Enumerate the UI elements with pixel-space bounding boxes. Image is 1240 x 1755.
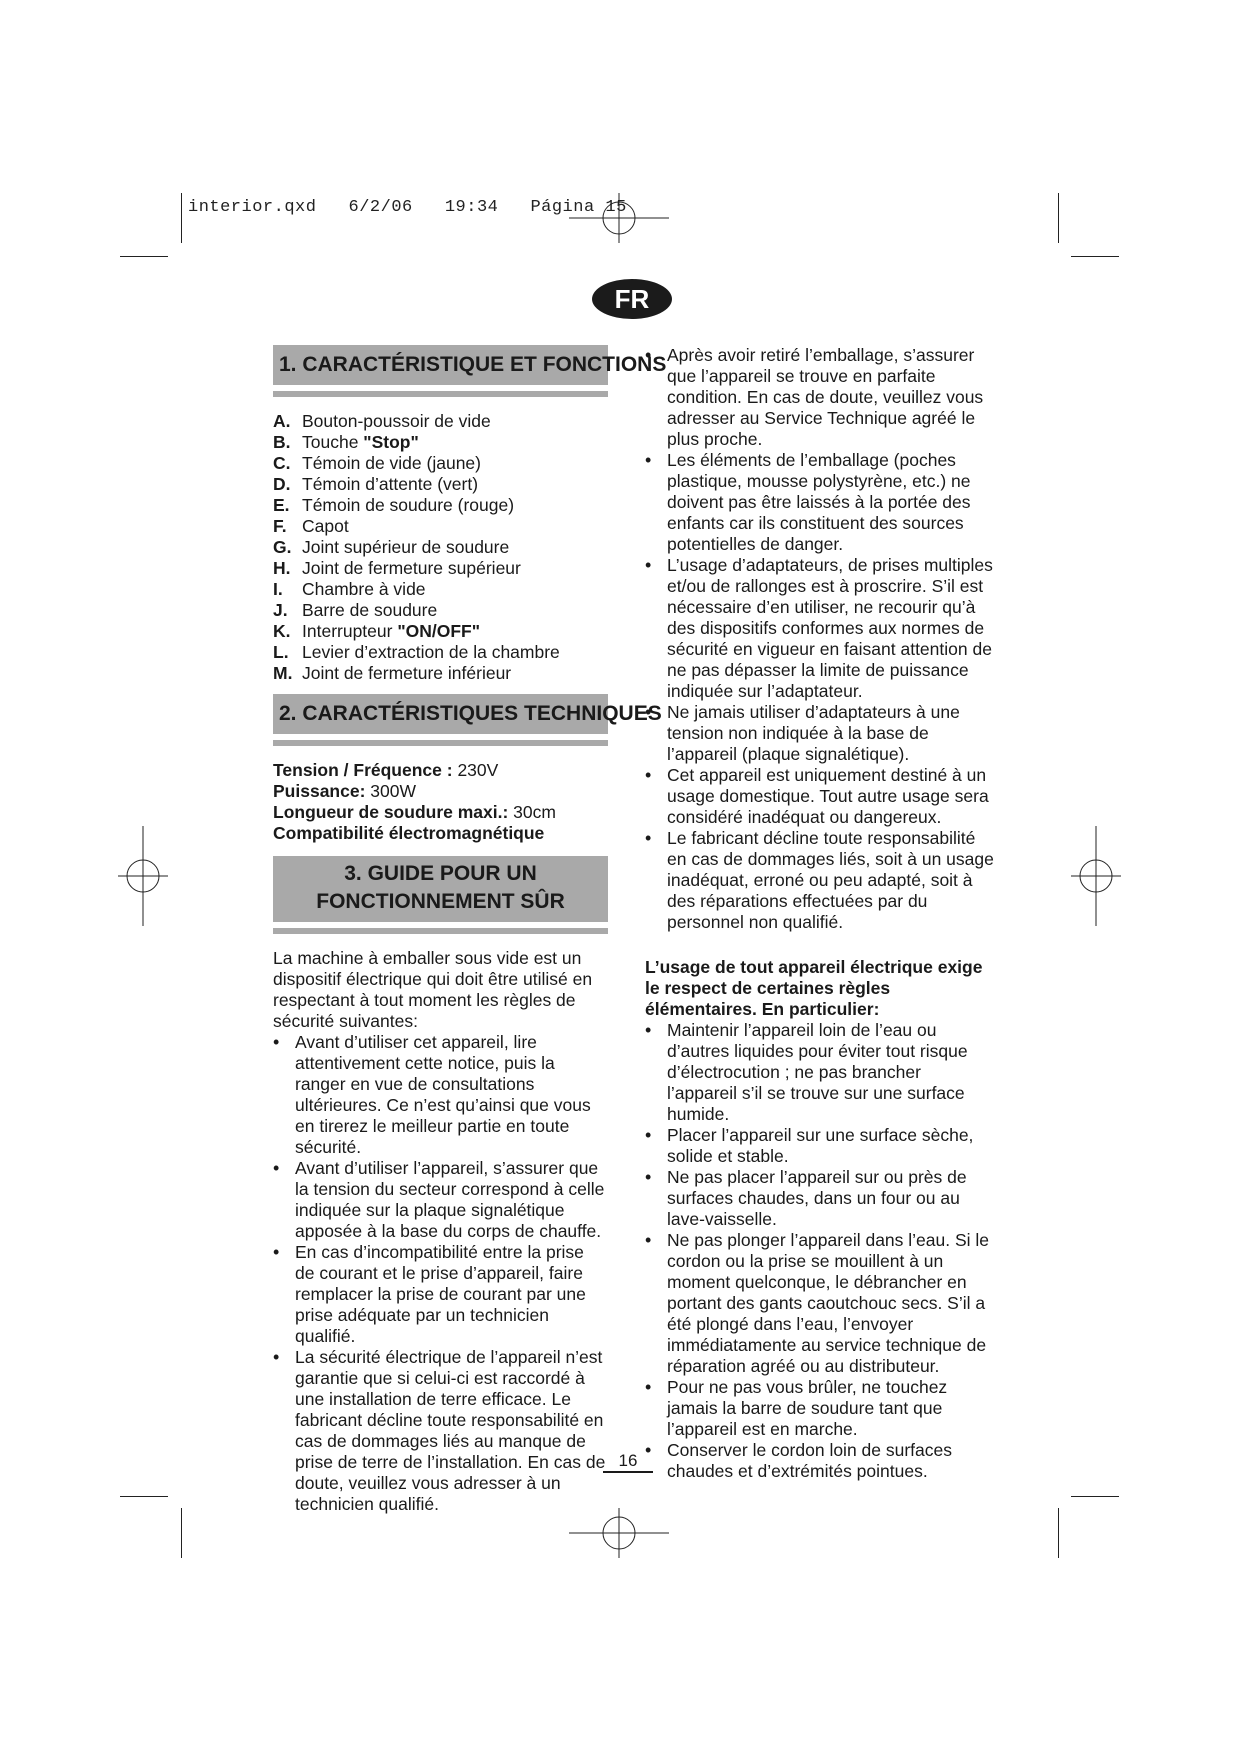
- item-letter: D.: [273, 474, 291, 494]
- list-item: [273, 516, 608, 537]
- safety-bullets-right: [645, 345, 995, 933]
- list-item: [273, 579, 608, 600]
- list-item: [273, 411, 608, 432]
- spec-row: [273, 781, 608, 802]
- item-text-regular: Capot: [302, 516, 349, 536]
- item-letter: H.: [273, 558, 291, 578]
- item-text-regular: Témoin d’attente (vert): [302, 474, 479, 494]
- item-text: [302, 474, 478, 495]
- item-text-regular: Interrupteur: [302, 621, 398, 641]
- list-item: [273, 537, 608, 558]
- list-item: • Pour ne pas vous brûler, ne touchez jamais la barre de soudure tant que l’appareil est en marche.: [645, 1377, 995, 1440]
- list-item: • Placer l’appareil sur une surface sèche, solide et stable.: [645, 1125, 995, 1167]
- section-3-heading-line-2: FONCTIONNEMENT SÛR: [316, 890, 565, 913]
- item-letter: C.: [273, 453, 291, 473]
- crop-mark-top-left-h: [120, 256, 168, 257]
- list-item: • Cet appareil est uniquement destiné à un usage domestique. Tout autre usage sera considéré inadéquat ou dangereux.: [645, 765, 995, 828]
- list-item: [273, 663, 608, 684]
- item-text-bold: "ON/OFF": [397, 621, 481, 641]
- item-text: [302, 600, 437, 621]
- item-text: [302, 453, 481, 474]
- item-text-regular: Joint de fermeture inférieur: [302, 663, 512, 683]
- crop-mark-bottom-right-h: [1071, 1496, 1119, 1497]
- list-item: • La sécurité électrique de l’appareil n’est garantie que si celui-ci est raccordé à une installation de terre efficace. Le fabricant décline toute responsabilité en cas de dommages liés au manque de prise de terre de l’installation. En cas de doute, veuillez vous adresser à un technicien qualifié.: [273, 1347, 608, 1515]
- list-item: • Les éléments de l’emballage (poches plastique, mousse polystyrène, etc.) ne doivent pas être laissés à la portée des enfants car ils constituent des sources potentielles de danger.: [645, 450, 995, 555]
- list-item: • Ne pas plonger l’appareil dans l’eau. Si le cordon ou la prise se mouillent à un moment quelconque, le débrancher en portant des gants caoutchouc secs. S’il a été plongé dans l’eau, l’envoyer immédiatamente au service technique de réparation agréé ou au distributeur.: [645, 1230, 995, 1377]
- section-3-intro: La machine à emballer sous vide est un dispositif électrique qui doit être utilisé en respectant à tout moment les règles de sécurité suivantes:: [273, 948, 593, 1031]
- list-item: [273, 621, 608, 642]
- section-3-heading: [273, 856, 608, 928]
- item-letter: M.: [273, 663, 293, 683]
- item-text-regular: Barre de soudure: [302, 600, 438, 620]
- list-item: • Avant d’utiliser l’appareil, s’assurer que la tension du secteur correspond à celle indiquée sur la plaque signalétique apposée à la base du corps de chauffe.: [273, 1158, 608, 1242]
- item-text: [302, 579, 426, 600]
- list-item: • Avant d’utiliser cet appareil, lire attentivement cette notice, puis la ranger en vue de consultations ultérieures. Ce n’est qu’ainsi que vous en tirerez le meilleur partie en toute sécurité.: [273, 1032, 608, 1158]
- spec-row: [273, 823, 608, 844]
- item-text-regular: Chambre à vide: [302, 579, 426, 599]
- item-text-bold: "Stop": [363, 432, 419, 452]
- spec-label: Compatibilité électromagnétique: [273, 823, 545, 843]
- list-item: • En cas d’incompatibilité entre la prise de courant et le prise d’appareil, faire remplacer la prise de courant par une prise adéquate par un technicien qualifié.: [273, 1242, 608, 1347]
- electrical-rules-intro: L’usage de tout appareil électrique exige le respect de certaines règles élémentaires. En particulier:: [645, 957, 983, 1019]
- spec-label: Longueur de soudure maxi.:: [273, 802, 509, 822]
- crop-mark-top-right-v: [1058, 193, 1059, 243]
- spec-row: [273, 802, 608, 823]
- item-letter: J.: [273, 600, 288, 620]
- item-letter: L.: [273, 642, 289, 662]
- section-2-heading: 2. CARACTÉRISTIQUES TECHNIQUES: [273, 694, 608, 740]
- list-item: [273, 432, 608, 453]
- list-item: • Ne pas placer l’appareil sur ou près de surfaces chaudes, dans un four ou au lave-vaisselle.: [645, 1167, 995, 1230]
- item-letter: I.: [273, 579, 283, 599]
- list-item: • Après avoir retiré l’emballage, s’assurer que l’appareil se trouve en parfaite condition. En cas de doute, veuillez vous adresser au Service Technique agréé le plus proche.: [645, 345, 995, 450]
- spec-label: Tension / Fréquence :: [273, 760, 453, 780]
- list-item: • L’usage d’adaptateurs, de prises multiples et/ou de rallonges est à proscrire. S’il est nécessaire d’en utiliser, ne recourir qu’à des dispositifs conformes aux normes de sécurité en vigueur en faisant attention de ne pas dépasser la limite de puissance indiquée sur l’adaptateur.: [645, 555, 995, 702]
- crop-mark-bottom-left-h: [120, 1496, 168, 1497]
- list-item: [273, 453, 608, 474]
- list-item: • Le fabricant décline toute responsabilité en cas de dommages liés, soit à un usage inadéquat, erroné ou peu adapté, soit à des réparations effectuées par du personnel non qualifié.: [645, 828, 995, 933]
- item-text: [302, 516, 349, 537]
- section-3-heading-line-1: 3. GUIDE POUR UN: [344, 862, 537, 885]
- item-text-regular: Témoin de vide (jaune): [302, 453, 481, 473]
- item-text: [302, 495, 514, 516]
- list-item: [273, 600, 608, 621]
- crop-mark-top-right-h: [1071, 256, 1119, 257]
- section-1-heading: 1. CARACTÉRISTIQUE ET FONCTIONS: [273, 345, 608, 391]
- spec-row: [273, 760, 608, 781]
- item-letter: B.: [273, 432, 291, 452]
- item-text: [302, 537, 509, 558]
- item-letter: K.: [273, 621, 291, 641]
- registration-mark-top: [569, 168, 669, 268]
- item-text: [302, 411, 491, 432]
- language-badge: FR: [592, 279, 672, 319]
- list-item: [273, 495, 608, 516]
- item-text: [302, 621, 480, 642]
- item-letter: A.: [273, 411, 291, 431]
- item-text-regular: Joint de fermeture supérieur: [302, 558, 521, 578]
- right-column: [645, 345, 995, 1482]
- crop-mark-bottom-left-v: [181, 1508, 182, 1558]
- list-item: • Ne jamais utiliser d’adaptateurs à une tension non indiquée à la base de l’appareil (plaque signalétique).: [645, 702, 995, 765]
- spec-label: Puissance:: [273, 781, 366, 801]
- list-item: • Maintenir l’appareil loin de l’eau ou d’autres liquides pour éviter tout risque d’électrocution ; ne pas brancher l’appareil s’il se trouve sur une surface humide.: [645, 1020, 995, 1125]
- crop-mark-top-left-v: [181, 193, 182, 243]
- printer-slug: interior.qxd 6/2/06 19:34 Página 15: [188, 198, 627, 217]
- safety-bullets-left: [273, 1032, 608, 1515]
- item-text: [302, 663, 511, 684]
- registration-mark-left: [93, 826, 193, 926]
- item-letter: E.: [273, 495, 290, 515]
- list-item: [273, 558, 608, 579]
- item-text-regular: Touche: [302, 432, 364, 452]
- electrical-rules-bullets: [645, 1020, 995, 1482]
- crop-mark-bottom-right-v: [1058, 1508, 1059, 1558]
- registration-mark-right: [1046, 826, 1146, 926]
- list-item: • Conserver le cordon loin de surfaces chaudes et d’extrémités pointues.: [645, 1440, 995, 1482]
- spec-value: 300W: [365, 781, 416, 801]
- list-item: [273, 642, 608, 663]
- item-text: [302, 432, 419, 453]
- item-text-regular: Levier d’extraction de la chambre: [302, 642, 560, 662]
- item-text: [302, 642, 560, 663]
- item-letter: G.: [273, 537, 292, 557]
- spec-value: 230V: [452, 760, 499, 780]
- list-item: [273, 474, 608, 495]
- technical-specs: [273, 760, 608, 844]
- component-list: [273, 411, 608, 684]
- item-text-regular: Témoin de soudure (rouge): [302, 495, 515, 515]
- spec-value: 30cm: [508, 802, 556, 822]
- item-letter: F.: [273, 516, 287, 536]
- page-number: 16: [603, 1451, 653, 1473]
- item-text-regular: Bouton-poussoir de vide: [302, 411, 491, 431]
- item-text-regular: Joint supérieur de soudure: [302, 537, 510, 557]
- item-text: [302, 558, 521, 579]
